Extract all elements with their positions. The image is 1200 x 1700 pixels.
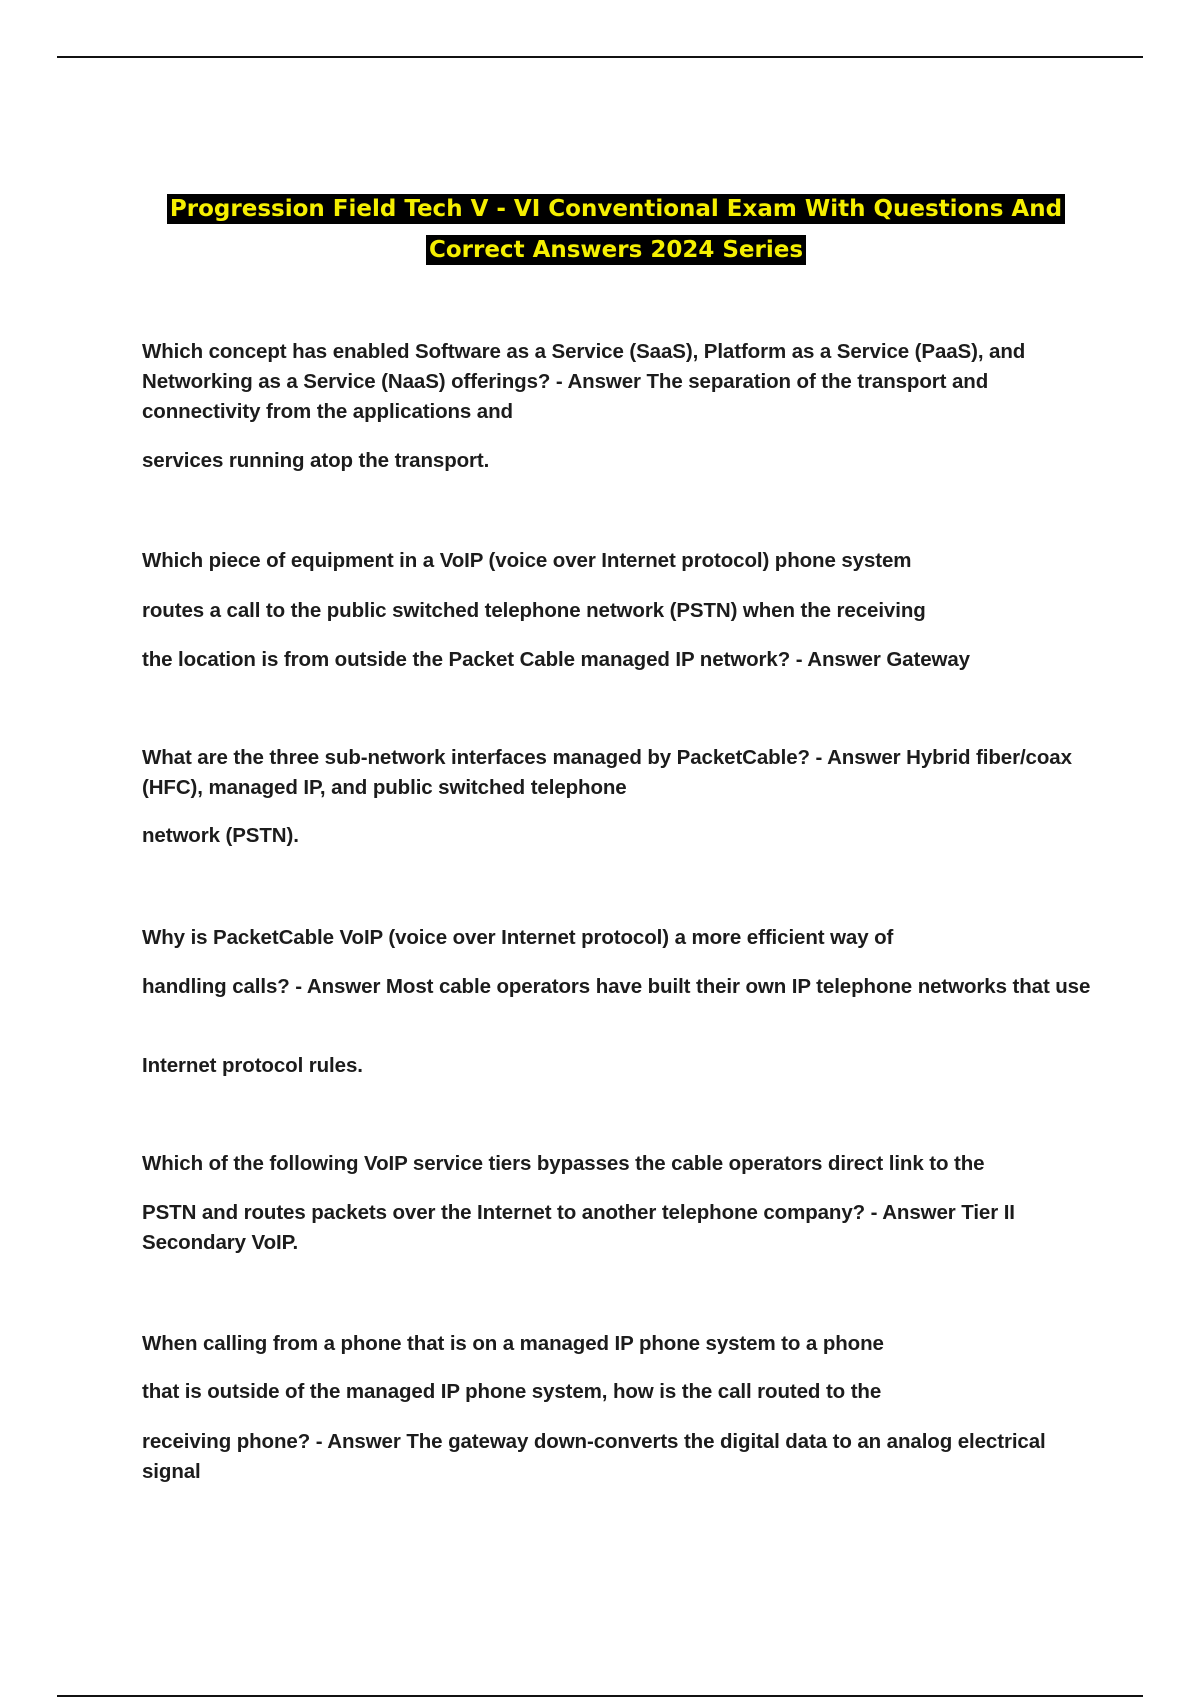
qa-item-2-line-2 bbox=[142, 596, 1102, 626]
qa-item-5 bbox=[142, 1149, 1102, 1179]
qa-line: Which piece of equipment in a VoIP (voice over Internet protocol) phone system bbox=[142, 549, 912, 572]
qa-item-4-line-2 bbox=[142, 972, 1102, 1002]
bottom-rule bbox=[57, 1695, 1143, 1697]
qa-line: services running atop the transport. bbox=[142, 449, 490, 472]
qa-item-3 bbox=[142, 743, 1102, 803]
qa-item-1-continuation bbox=[142, 446, 1102, 476]
qa-line: PSTN and routes packets over the Internet to another telephone company? - Answer Tier II Secondary VoIP. bbox=[142, 1201, 1015, 1254]
qa-line: Internet protocol rules. bbox=[142, 1054, 363, 1077]
top-rule bbox=[57, 56, 1143, 58]
qa-line: that is outside of the managed IP phone system, how is the call routed to the bbox=[142, 1380, 882, 1403]
qa-item-5-line-2 bbox=[142, 1198, 1102, 1258]
qa-line: receiving phone? - Answer The gateway down-converts the digital data to an analog electrical signal bbox=[142, 1430, 1046, 1483]
qa-line: handling calls? - Answer Most cable operators have built their own IP telephone networks that use bbox=[142, 975, 1091, 998]
qa-line: routes a call to the public switched telephone network (PSTN) when the receiving bbox=[142, 599, 926, 622]
qa-line: What are the three sub-network interfaces managed by PacketCable? - Answer Hybrid fiber/coax (HFC), managed IP, and public switched telephone bbox=[142, 746, 1072, 799]
qa-line: When calling from a phone that is on a managed IP phone system to a phone bbox=[142, 1332, 884, 1355]
qa-item-6 bbox=[142, 1329, 1102, 1359]
qa-item-6-line-3 bbox=[142, 1427, 1102, 1487]
qa-item-4 bbox=[142, 923, 1102, 953]
title-line-1: Progression Field Tech V - VI Conventional Exam With Questions And bbox=[167, 194, 1065, 224]
qa-line: the location is from outside the Packet Cable managed IP network? - Answer Gateway bbox=[142, 648, 970, 671]
qa-item-6-line-2 bbox=[142, 1377, 1102, 1407]
title-line-2: Correct Answers 2024 Series bbox=[426, 235, 806, 265]
qa-item-2 bbox=[142, 546, 1102, 576]
qa-item-2-line-3 bbox=[142, 645, 1102, 675]
qa-item-1 bbox=[142, 337, 1102, 427]
qa-item-3-continuation bbox=[142, 821, 1102, 851]
qa-line: Which of the following VoIP service tiers bypasses the cable operators direct link to the bbox=[142, 1152, 985, 1175]
qa-item-4-line-3 bbox=[142, 1051, 1102, 1081]
qa-line: network (PSTN). bbox=[142, 824, 299, 847]
qa-line: Why is PacketCable VoIP (voice over Internet protocol) a more efficient way of bbox=[142, 926, 894, 949]
qa-line: Which concept has enabled Software as a Service (SaaS), Platform as a Service (PaaS), and Networking as a Service (NaaS) offerings? - Answer The separation of the transport and connectivity from the applications and bbox=[142, 340, 1026, 423]
document-title bbox=[0, 189, 1200, 271]
